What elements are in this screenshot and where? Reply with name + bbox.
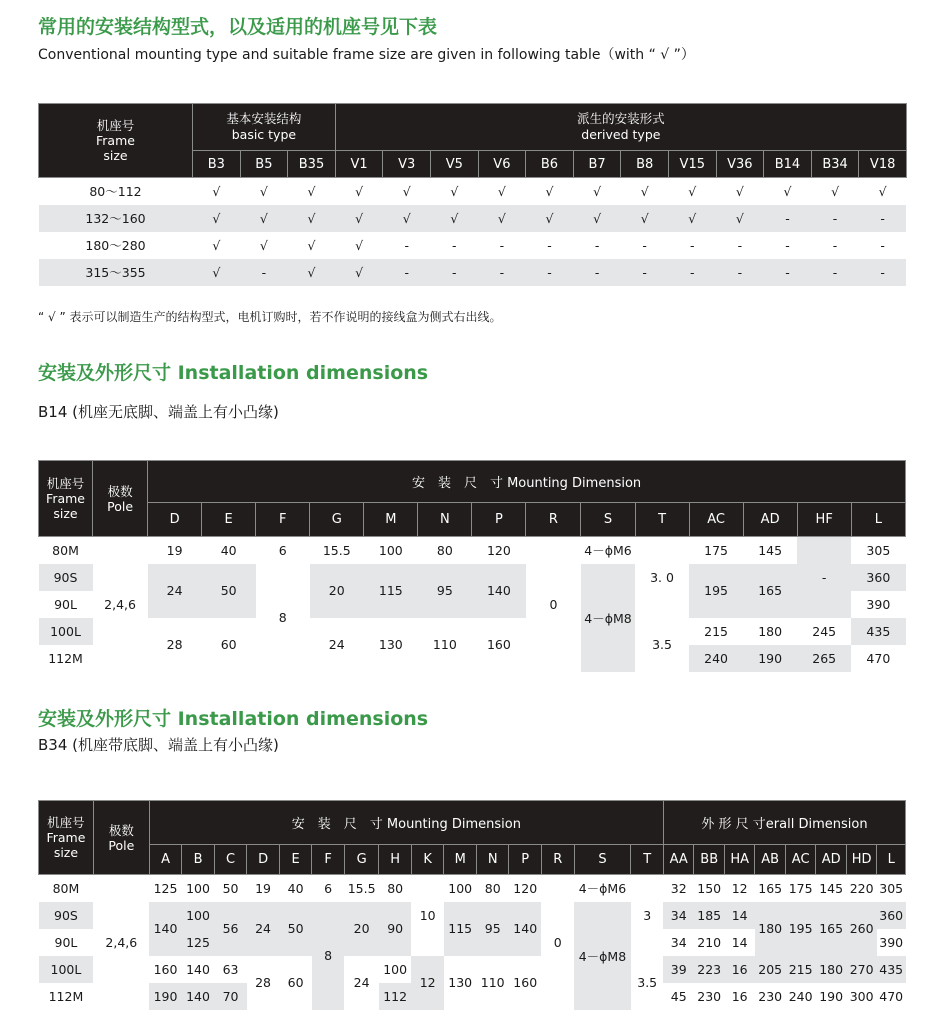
table-row (39, 178, 907, 205)
b34-s-value-2: 4－ϕM8 (574, 902, 631, 1010)
b34-h-90: 90 (379, 902, 412, 956)
mark-cell: - (573, 259, 621, 286)
b34-ab-90: 180 (755, 902, 785, 956)
b34-f-value-2: 8 (312, 902, 345, 1010)
b34-n-80m: 80 (484, 880, 501, 896)
b34-frame-90s: 90S (39, 902, 94, 929)
mark-cell: √ (478, 205, 526, 232)
frame-size-cell: 315～355 (39, 259, 193, 286)
b14-ac-112m: 240 (689, 645, 743, 672)
b14-t-value-2: 3.5 (652, 637, 672, 652)
mark-cell: √ (526, 205, 574, 232)
col-header-v15: V15 (668, 151, 716, 178)
b34-col-header-p: P (509, 845, 542, 875)
b34-aa-112m: 45 (670, 988, 687, 1004)
b14-t-value-1: 3. 0 (650, 569, 674, 585)
b14-col-header-ad: AD (743, 503, 797, 537)
mark-cell: √ (668, 205, 716, 232)
b34-b-100l: 140 (186, 961, 210, 977)
b34-col-header-ab: AB (755, 845, 785, 875)
b34-pole-cn: 极数 (108, 822, 134, 838)
b34-l-90l: 390 (879, 934, 904, 950)
mark-cell: √ (497, 183, 506, 199)
frame-size-header (39, 104, 193, 178)
b14-m-80m: 100 (378, 542, 403, 558)
b34-dimension-table (38, 800, 906, 1010)
derived-type-header (335, 104, 906, 151)
b14-frame-90s: 90S (39, 564, 93, 591)
b34-e-90: 50 (279, 902, 312, 956)
b34-col-header-s: S (574, 845, 631, 875)
derived-type-cn: 派生的安装形式 (577, 111, 665, 126)
col-header-b7: B7 (573, 151, 621, 178)
b14-e-90: 50 (202, 564, 256, 618)
b14-hf-100l: 245 (812, 623, 837, 639)
b34-r-value: 0 (553, 934, 562, 950)
mark-cell: √ (878, 183, 887, 199)
b14-col-header-s: S (581, 503, 635, 537)
b34-col-header-bb: BB (694, 845, 724, 875)
b34-pole-en: Pole (108, 837, 135, 853)
b34-k-value-1: 10 (419, 907, 436, 923)
b34-col-header-ad: AD (816, 845, 846, 875)
b34-g-80m: 15.5 (347, 880, 376, 896)
b14-col-header-m: M (364, 503, 418, 537)
mark-cell: - (547, 237, 552, 253)
b34-ha-112m: 16 (731, 988, 748, 1004)
mark-cell: √ (573, 205, 621, 232)
b34-frame-en2: size (53, 845, 79, 860)
mark-cell: √ (193, 205, 241, 232)
mark-cell: √ (431, 205, 479, 232)
b14-pole-value: 2,4,6 (104, 596, 136, 612)
mark-cell: √ (335, 205, 383, 232)
b34-frame-cn: 机座号 (47, 815, 85, 830)
b34-frame-en1: Frame (46, 830, 86, 845)
mark-cell: √ (831, 183, 840, 199)
b34-frame-header (39, 801, 94, 875)
b14-col-header-p: P (472, 503, 526, 537)
b14-m-100: 130 (378, 637, 403, 652)
b34-h-100l: 100 (383, 961, 408, 977)
mark-cell: √ (355, 183, 364, 199)
b34-col-header-m: M (444, 845, 477, 875)
b34-k-value-2: 12 (411, 956, 444, 1010)
b34-g-90: 20 (344, 902, 379, 956)
section3-subtitle: B34 (机座带底脚、端盖上有小凸缘) (38, 736, 279, 754)
basic-type-header (193, 104, 336, 151)
b14-frame-en2: size (53, 506, 78, 521)
b14-col-header-d: D (148, 503, 202, 537)
mark-cell: - (764, 205, 812, 232)
b34-g-100: 24 (353, 975, 370, 990)
b34-b-80m: 100 (186, 880, 210, 896)
b14-frame-en1: Frame (46, 491, 85, 506)
b34-col-header-ha: HA (724, 845, 754, 875)
b14-frame-cn: 机座号 (46, 476, 85, 491)
b34-d-100: 28 (255, 975, 272, 990)
b34-col-header-l: L (877, 845, 906, 875)
b34-pole-header (93, 801, 149, 875)
mark-cell: √ (355, 237, 364, 253)
b34-c-80m: 50 (222, 880, 239, 896)
frame-size-cell: 180～280 (85, 238, 146, 253)
mark-cell: √ (783, 183, 792, 199)
mounting-note: “ √ ” 表示可以制造生产的结构型式，电机订购时，若不作说明的接线盒为侧式右出线。 (38, 310, 502, 324)
b34-b-90l: 125 (182, 929, 215, 956)
b34-col-header-t: T (631, 845, 664, 875)
b14-g-80m: 15.5 (322, 542, 351, 558)
b34-aa-90l: 34 (670, 934, 687, 950)
mark-cell: - (859, 205, 907, 232)
table-row (39, 205, 907, 232)
mark-cell: √ (621, 205, 669, 232)
b34-a-80m: 125 (153, 880, 178, 896)
mark-cell: √ (212, 183, 221, 199)
b34-overall-header: 外 形 尺 寸erall Dimension (663, 801, 905, 845)
mark-cell: √ (307, 237, 316, 253)
b14-d-90: 24 (148, 564, 202, 618)
basic-type-cn: 基本安装结构 (226, 111, 302, 126)
b34-n-90: 95 (476, 902, 509, 956)
mark-cell: - (431, 259, 479, 286)
b14-ac-80m: 175 (704, 542, 729, 558)
b34-b-112m: 140 (182, 983, 215, 1010)
mark-cell: - (811, 205, 859, 232)
mark-cell: √ (383, 205, 431, 232)
mark-cell: - (716, 259, 764, 286)
b34-a-112m: 190 (149, 983, 182, 1010)
b34-col-header-h: H (379, 845, 412, 875)
b34-col-header-ac: AC (785, 845, 815, 875)
col-header-b14: B14 (764, 151, 812, 178)
mark-cell: √ (193, 259, 241, 286)
b34-c-112m: 70 (214, 983, 247, 1010)
b34-hd-112m: 300 (849, 988, 874, 1004)
b14-f-80m: 6 (278, 542, 287, 558)
b34-l-90s: 360 (877, 902, 906, 929)
b34-hd-90: 260 (846, 902, 876, 956)
b14-p-100: 160 (486, 637, 511, 652)
b14-l-80m: 305 (866, 542, 891, 558)
mark-cell: √ (288, 259, 336, 286)
b14-hf-value-1: - (797, 537, 851, 618)
section2-subtitle: B14 (机座无底脚、端盖上有小凸缘) (38, 403, 279, 421)
b34-ac-80m: 175 (788, 880, 813, 896)
b14-ad-80m: 145 (758, 542, 783, 558)
b14-ac-90: 195 (689, 564, 743, 618)
col-header-b35: B35 (288, 151, 336, 178)
col-header-b6: B6 (526, 151, 574, 178)
b34-col-header-n: N (476, 845, 509, 875)
b34-hd-100l: 270 (846, 956, 876, 983)
mark-cell: - (668, 259, 716, 286)
b34-ad-80m: 145 (819, 880, 844, 896)
basic-type-en: basic type (231, 127, 297, 142)
b14-col-header-l: L (851, 503, 905, 537)
b34-frame-100l: 100L (39, 956, 94, 983)
table-row (39, 232, 907, 259)
b14-n-100: 110 (432, 637, 457, 652)
b34-c-100l: 63 (222, 961, 239, 977)
col-header-v3: V3 (383, 151, 431, 178)
mark-cell: - (383, 259, 431, 286)
b34-ha-90s: 14 (724, 902, 754, 929)
b14-g-90: 20 (310, 564, 364, 618)
col-header-v5: V5 (431, 151, 479, 178)
derived-type-en: derived type (581, 127, 661, 142)
b34-h-112m: 112 (379, 983, 412, 1010)
b14-e-100: 60 (220, 637, 237, 652)
b34-mounting-header: 安 装 尺 寸 Mounting Dimension (149, 801, 663, 845)
mark-cell: - (478, 259, 526, 286)
b14-col-header-e: E (202, 503, 256, 537)
mark-cell: - (621, 259, 669, 286)
col-header-b3: B3 (193, 151, 241, 178)
b34-frame-90l: 90L (54, 934, 78, 950)
mark-cell: - (785, 237, 790, 253)
b34-ab-80m: 165 (758, 880, 783, 896)
section3-title: 安装及外形尺寸 Installation dimensions (38, 708, 429, 730)
b14-hf-112m: 265 (797, 645, 851, 672)
b34-aa-80m: 32 (670, 880, 687, 896)
b14-ad-112m: 190 (743, 645, 797, 672)
b34-b-90s: 100 (182, 902, 215, 929)
b34-p-80m: 120 (513, 880, 538, 896)
b34-col-header-r: R (541, 845, 574, 875)
mark-cell: - (594, 237, 600, 253)
b14-n-90: 95 (418, 564, 472, 618)
b34-ac-90: 195 (785, 902, 815, 956)
b34-pole-value: 2,4,6 (105, 934, 138, 950)
b34-t-value-2: 3.5 (637, 975, 658, 990)
b34-col-header-hd: HD (846, 845, 876, 875)
b34-l-112m: 470 (879, 988, 904, 1004)
b14-pole-header (93, 461, 148, 537)
b34-frame-80m: 80M (52, 880, 80, 896)
b34-ac-112m: 240 (788, 988, 813, 1004)
b34-d-80m: 19 (255, 880, 272, 896)
col-header-b5: B5 (240, 151, 288, 178)
mark-cell: √ (402, 183, 411, 199)
b14-ad-100l: 180 (758, 623, 783, 639)
b34-ha-100l: 16 (724, 956, 754, 983)
mark-cell: - (811, 259, 859, 286)
b34-col-header-a: A (149, 845, 182, 875)
frame-size-header-en1: Frame (96, 133, 135, 148)
mark-cell: √ (240, 205, 288, 232)
b14-p-80m: 120 (486, 542, 511, 558)
section2-title: 安装及外形尺寸 Installation dimensions (38, 362, 429, 384)
mark-cell: - (499, 237, 505, 253)
b34-a-90: 140 (149, 902, 182, 956)
b34-m-80m: 100 (448, 880, 473, 896)
b34-bb-90s: 185 (694, 902, 724, 929)
mark-cell: - (452, 237, 457, 253)
b34-col-header-f: F (312, 845, 345, 875)
mark-cell: - (764, 259, 812, 286)
b14-pole-en: Pole (107, 498, 134, 514)
b14-g-100: 24 (328, 637, 345, 652)
b34-bb-100l: 223 (694, 956, 724, 983)
mark-cell: √ (259, 237, 268, 253)
b14-s-80m: 4－ϕM6 (584, 543, 632, 559)
b14-l-100l: 435 (851, 618, 905, 645)
b34-col-header-aa: AA (663, 845, 693, 875)
b34-l-100l: 435 (877, 956, 906, 983)
b14-d-80m: 19 (166, 542, 183, 558)
section1-title: 常用的安装结构型式，以及适用的机座号见下表 (38, 16, 438, 38)
mark-cell: √ (735, 183, 744, 199)
b34-l-80m: 305 (879, 880, 904, 896)
mark-cell: - (240, 259, 288, 286)
b34-a-100l: 160 (153, 961, 178, 977)
b34-ad-100l: 180 (816, 956, 846, 983)
b14-frame-header (39, 461, 93, 537)
b34-p-90: 140 (509, 902, 542, 956)
b14-col-header-t: T (635, 503, 689, 537)
b34-ab-112m: 230 (758, 988, 783, 1004)
col-header-v1: V1 (335, 151, 383, 178)
col-header-v36: V36 (716, 151, 764, 178)
b14-frame-100l: 100L (39, 618, 93, 645)
mark-cell: √ (288, 205, 336, 232)
table-row (39, 259, 907, 286)
mark-cell: - (737, 237, 743, 253)
frame-size-header-en2: size (103, 148, 128, 163)
frame-size-cell: 80～112 (89, 184, 142, 200)
b34-aa-100l: 39 (663, 956, 693, 983)
b34-p-100: 160 (513, 975, 538, 990)
col-header-b8: B8 (621, 151, 669, 178)
b34-s-80m: 4－ϕM6 (578, 881, 627, 897)
b34-f-80m: 6 (324, 880, 333, 896)
b14-pole-cn: 极数 (107, 483, 133, 499)
b14-col-header-r: R (526, 503, 581, 537)
section1-subtitle: Conventional mounting type and suitable frame size are given in following table（with “ √ ”） (38, 47, 695, 63)
b14-ad-90: 165 (743, 564, 797, 618)
b14-mounting-header: 安 装 尺 寸 Mounting Dimension (148, 461, 906, 503)
b34-ab-100l: 205 (755, 956, 785, 983)
mark-cell: - (690, 237, 695, 253)
b34-d-90: 24 (247, 902, 280, 956)
mark-cell: √ (545, 183, 554, 199)
b34-ha-90l: 14 (731, 934, 748, 950)
b14-col-header-hf: HF (797, 503, 851, 537)
frame-size-cell: 132～160 (39, 205, 193, 232)
mark-cell: √ (716, 205, 764, 232)
b14-s-value-2: 4－ϕM8 (581, 564, 635, 672)
b14-col-header-g: G (310, 503, 364, 537)
b14-dimension-table (38, 460, 906, 672)
b34-aa-90s: 34 (663, 902, 693, 929)
b34-frame-112m: 112M (48, 988, 84, 1004)
b14-n-80m: 80 (436, 542, 453, 558)
b34-t-value-1: 3 (643, 907, 652, 923)
b34-ac-100l: 215 (785, 956, 815, 983)
mark-cell: - (880, 237, 885, 253)
b34-ad-90: 165 (816, 902, 846, 956)
b34-col-header-d: D (247, 845, 280, 875)
b14-l-112m: 470 (866, 650, 891, 666)
mark-cell: √ (307, 183, 316, 199)
mark-cell: √ (212, 237, 221, 253)
mark-cell: - (859, 259, 907, 286)
b34-m-100: 130 (448, 975, 473, 990)
mark-cell: - (526, 259, 574, 286)
b34-col-header-k: K (411, 845, 444, 875)
b34-bb-80m: 150 (697, 880, 722, 896)
b14-e-80m: 40 (220, 542, 237, 558)
b34-ha-80m: 12 (731, 880, 748, 896)
b14-col-header-ac: AC (689, 503, 743, 537)
mark-cell: √ (640, 183, 649, 199)
b34-bb-90l: 210 (697, 934, 722, 950)
b34-bb-112m: 230 (697, 988, 722, 1004)
b14-r-value: 0 (549, 596, 558, 612)
b14-ac-100l: 215 (704, 623, 729, 639)
b34-ad-112m: 190 (819, 988, 844, 1004)
b34-col-header-b: B (182, 845, 215, 875)
mark-cell: - (832, 237, 838, 253)
b14-l-90s: 360 (851, 564, 905, 591)
mark-cell: - (642, 237, 647, 253)
b34-col-header-c: C (214, 845, 247, 875)
mark-cell: √ (335, 259, 383, 286)
b14-col-header-n: N (418, 503, 472, 537)
b34-h-80m: 80 (387, 880, 404, 896)
b34-n-100: 110 (480, 975, 505, 990)
col-header-v6: V6 (478, 151, 526, 178)
b34-m-90: 115 (444, 902, 477, 956)
b34-hd-80m: 220 (849, 880, 874, 896)
b34-col-header-g: G (344, 845, 379, 875)
b14-frame-80m: 80M (52, 542, 79, 558)
frame-size-header-cn: 机座号 (96, 118, 135, 133)
mark-cell: √ (688, 183, 697, 199)
mark-cell: √ (593, 183, 602, 199)
b14-f-value-2: 8 (278, 610, 287, 625)
b34-e-100: 60 (287, 975, 304, 990)
b14-m-90: 115 (364, 564, 418, 618)
b14-d-100: 28 (166, 637, 183, 652)
b14-col-header-f: F (256, 503, 310, 537)
col-header-v18: V18 (859, 151, 907, 178)
b14-frame-90l: 90L (54, 596, 77, 612)
b34-e-80m: 40 (287, 880, 304, 896)
b34-col-header-e: E (279, 845, 312, 875)
b14-l-90l: 390 (866, 596, 891, 612)
b14-frame-112m: 112M (48, 650, 83, 666)
mark-cell: - (404, 237, 409, 253)
mark-cell: √ (259, 183, 268, 199)
b14-p-90: 140 (472, 564, 526, 618)
b34-c-90: 56 (214, 902, 247, 956)
mounting-type-table (38, 103, 907, 286)
mark-cell: √ (450, 183, 459, 199)
col-header-b34: B34 (811, 151, 859, 178)
